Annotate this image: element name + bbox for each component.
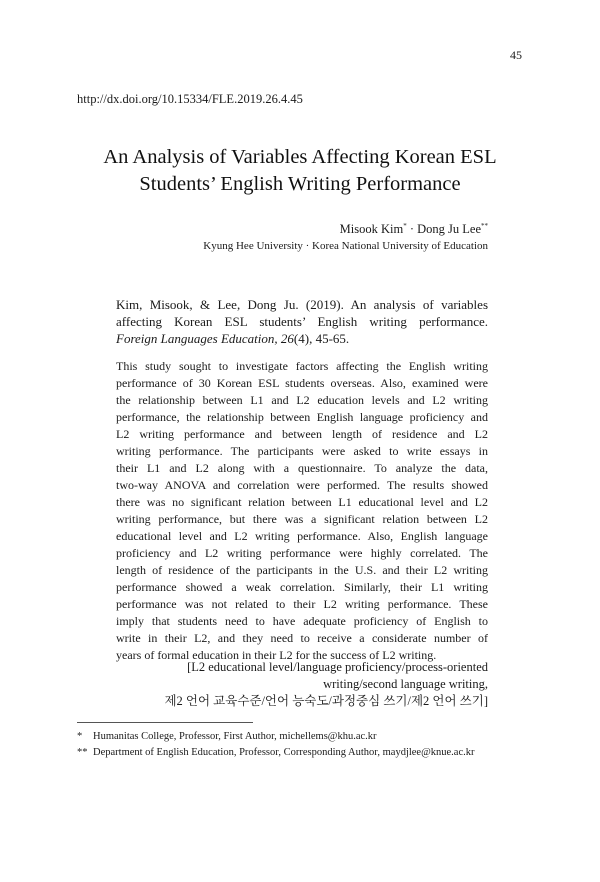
citation-issue-pages: (4), 45-65.: [293, 331, 350, 346]
citation-line-3: [116, 330, 488, 347]
keywords-line-1: [L2 educational level/language proficiency/process-oriented: [187, 660, 488, 674]
abstract-line: length of residence of the participants in the U.S. and their L2 writing: [116, 563, 488, 577]
page-number: 45: [510, 48, 522, 62]
citation-block: [116, 296, 488, 347]
paper-title: [0, 144, 600, 198]
abstract-line: performance showed a weak correlation. Similarly, their L1 writing: [116, 580, 488, 594]
author-list: [340, 222, 488, 237]
abstract-line: performance was not related to their L2 writing performance. These: [116, 597, 488, 611]
abstract-line: writing performance. The participants were asked to write essays in: [116, 444, 488, 458]
abstract-line: performance, the relationship between English language proficiency and: [116, 410, 488, 424]
affiliation: Kyung Hee University · Korea National University of Education: [203, 240, 488, 252]
title-line-2: Students’ English Writing Performance: [139, 173, 461, 195]
citation-line-2: affecting Korean ESL students’ English writing performance.: [116, 314, 488, 329]
footnotes: [77, 729, 527, 761]
citation-line-1: Kim, Misook, & Lee, Dong Ju. (2019). An analysis of variables: [116, 297, 488, 312]
abstract-line: imply that students need to have adequate proficiency of English to: [116, 614, 488, 628]
author-separator: ·: [406, 222, 418, 236]
footnote-1-mark: *: [77, 731, 83, 742]
footnote-1-text: Humanitas College, Professor, First Author, michellems@khu.ac.kr: [93, 731, 377, 742]
abstract-line: there was no significant relation between L1 educational level and L2: [116, 495, 488, 509]
author-2-name: Dong Ju Lee: [417, 222, 481, 236]
footnote-2-text: Department of English Education, Professor, Corresponding Author, maydjlee@knue.ac.kr: [93, 747, 475, 758]
abstract-line: This study sought to investigate factors affecting the English writing: [116, 359, 488, 373]
footnote-2: [77, 745, 527, 761]
abstract-line: years of formal education in their L2 for the success of L2 writing.: [116, 648, 437, 662]
abstract-line: two-way ANOVA and correlation were performed. The results showed: [116, 478, 488, 492]
abstract: [116, 358, 488, 664]
abstract-line: proficiency and L2 writing performance were highly correlated. The: [116, 546, 488, 560]
author-1-footnote-mark: *: [403, 222, 407, 230]
footnote-2-mark: **: [77, 747, 88, 758]
abstract-line: the relationship between L1 and L2 education levels and L2 writing: [116, 393, 488, 407]
author-2-footnote-mark: **: [481, 222, 488, 230]
keywords-line-3: 제2 언어 교육수준/언어 능숙도/과정중심 쓰기/제2 언어 쓰기]: [164, 694, 488, 708]
doi-link[interactable]: http://dx.doi.org/10.15334/FLE.2019.26.4.45: [77, 92, 303, 106]
abstract-line: write in their L2, and they need to receive a considerate number of: [116, 631, 488, 645]
citation-journal: Foreign Languages Education, 26: [116, 331, 294, 346]
abstract-line: L2 writing performance and between length of residence and L2: [116, 427, 488, 441]
abstract-line: performance of 30 Korean ESL students overseas. Also, examined were: [116, 376, 488, 390]
keywords-line-2: writing/second language writing,: [323, 677, 488, 691]
keywords-block: [116, 659, 488, 710]
abstract-line: their L1 and L2 along with a questionnaire. To analyze the data,: [116, 461, 488, 475]
footnote-1: [77, 729, 527, 745]
footnote-divider: [77, 722, 253, 723]
abstract-line: writing performance, but there was a significant relation between L2: [116, 512, 488, 526]
title-line-1: An Analysis of Variables Affecting Korean ESL: [103, 146, 497, 168]
author-1-name: Misook Kim: [339, 222, 404, 236]
abstract-line: educational level and L2 writing performance. Also, English language: [116, 529, 488, 543]
